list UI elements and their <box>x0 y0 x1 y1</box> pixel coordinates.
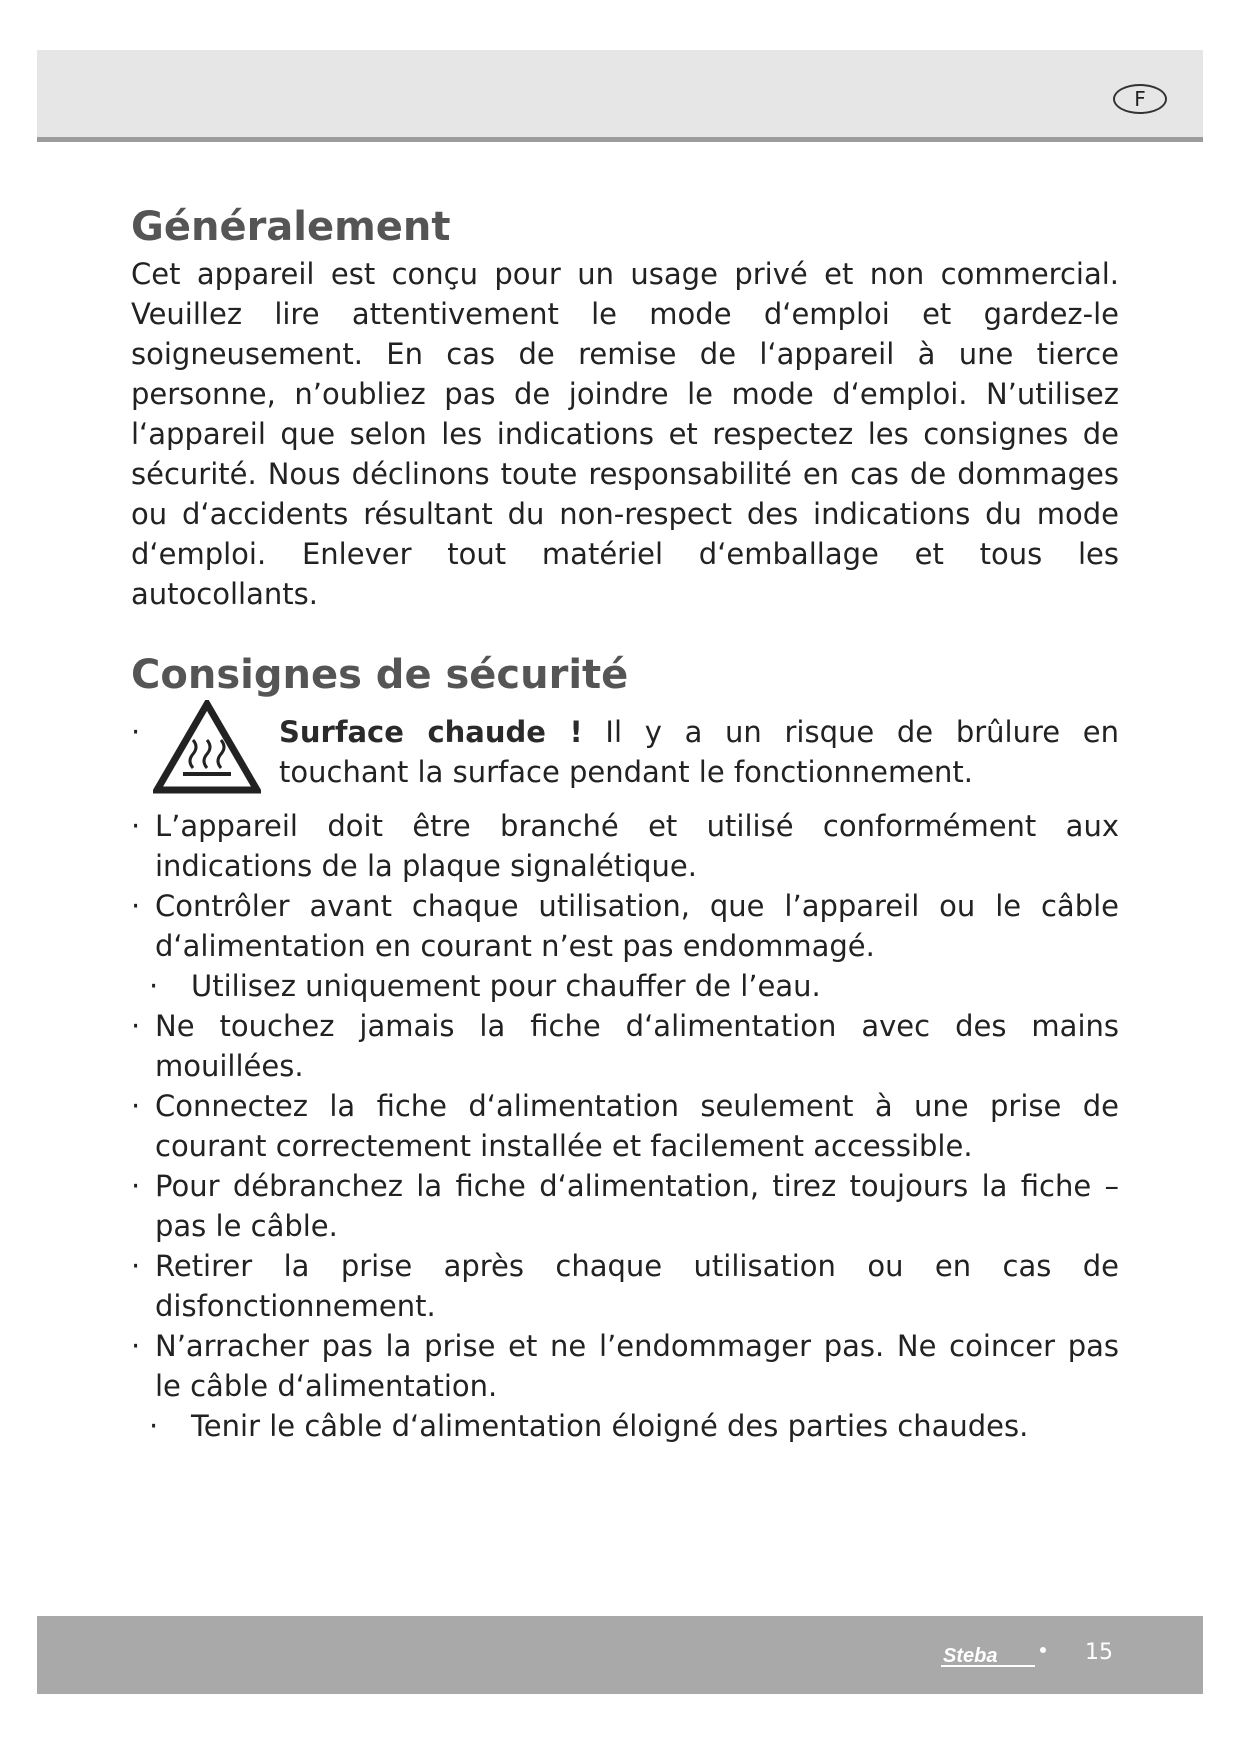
hot-surface-label: Surface chaude ! <box>279 715 583 749</box>
safety-item <box>131 1086 1119 1166</box>
safety-item-text: Contrôler avant chaque utilisation, que l’appareil ou le câble d‘alimentation en courant n’est pas endommagé. <box>155 889 1119 963</box>
safety-item <box>131 1166 1119 1246</box>
bullet: · <box>131 1089 141 1123</box>
bullet: · <box>131 889 141 923</box>
safety-item-text: Pour débranchez la fiche d‘alimentation, tirez toujours la fiche – pas le câble. <box>155 1169 1119 1243</box>
safety-item-text: Retirer la prise après chaque utilisation ou en cas de disfonctionnement. <box>155 1249 1119 1323</box>
general-title: Généralement <box>131 204 451 250</box>
footer-bar <box>37 1616 1203 1694</box>
safety-item-text: N’arracher pas la prise et ne l’endommager pas. Ne coincer pas le câble d‘alimentation. <box>155 1329 1119 1403</box>
safety-list <box>131 712 1119 1446</box>
bullet: · <box>149 1409 159 1443</box>
header-bar <box>37 50 1203 142</box>
safety-item <box>131 1006 1119 1086</box>
bullet: · <box>149 969 159 1003</box>
safety-item <box>131 886 1119 966</box>
hot-surface-warning-icon <box>153 700 261 796</box>
safety-item <box>131 806 1119 886</box>
safety-item-text: Tenir le câble d‘alimentation éloigné des parties chaudes. <box>191 1409 1029 1443</box>
bullet: · <box>131 715 141 749</box>
general-body: Cet appareil est conçu pour un usage privé et non commercial. Veuillez lire attentivement le mode d‘emploi et gardez-le soigneusement. En cas de remise de l‘appareil à une tierce personne, n’oubliez pas de joindre le mode d‘emploi. N’utilisez l‘appareil que selon les indications et respectez les consignes de sécurité. Nous déclinons toute responsabilité en cas de dommages ou d‘accidents résultant du non-respect des indications du mode d‘emploi. Enlever tout matériel d‘emballage et tous les autocollants. <box>131 257 1119 611</box>
safety-item <box>131 966 1119 1006</box>
bullet: · <box>131 1329 141 1363</box>
bullet: · <box>131 1249 141 1283</box>
safety-item-text: L’appareil doit être branché et utilisé conformément aux indications de la plaque signalétique. <box>155 809 1119 883</box>
bullet: · <box>131 809 141 843</box>
safety-item <box>131 1246 1119 1326</box>
bullet: · <box>131 1009 141 1043</box>
safety-item <box>131 1406 1119 1446</box>
bullet: · <box>131 1169 141 1203</box>
hot-surface-text: Il y a un risque de brûlure en touchant la surface pendant le fonctionnement. <box>279 715 1120 789</box>
brand-text: Steba <box>943 1645 998 1667</box>
safety-section <box>131 648 1119 1446</box>
language-badge: F <box>1113 84 1167 114</box>
safety-item-text: Ne touchez jamais la fiche d‘alimentation avec des mains mouillées. <box>155 1009 1119 1083</box>
safety-item <box>131 1326 1119 1406</box>
steba-logo <box>939 1642 1051 1672</box>
safety-title: Consignes de sécurité <box>131 652 629 698</box>
page-number: 15 <box>1085 1640 1113 1665</box>
safety-item-text: Connectez la fiche d‘alimentation seulement à une prise de courant correctement installée et facilement accessible. <box>155 1089 1119 1163</box>
page-content <box>131 200 1119 1446</box>
hot-surface-warning <box>131 712 1119 804</box>
safety-item-text: Utilisez uniquement pour chauffer de l’eau. <box>191 969 821 1003</box>
